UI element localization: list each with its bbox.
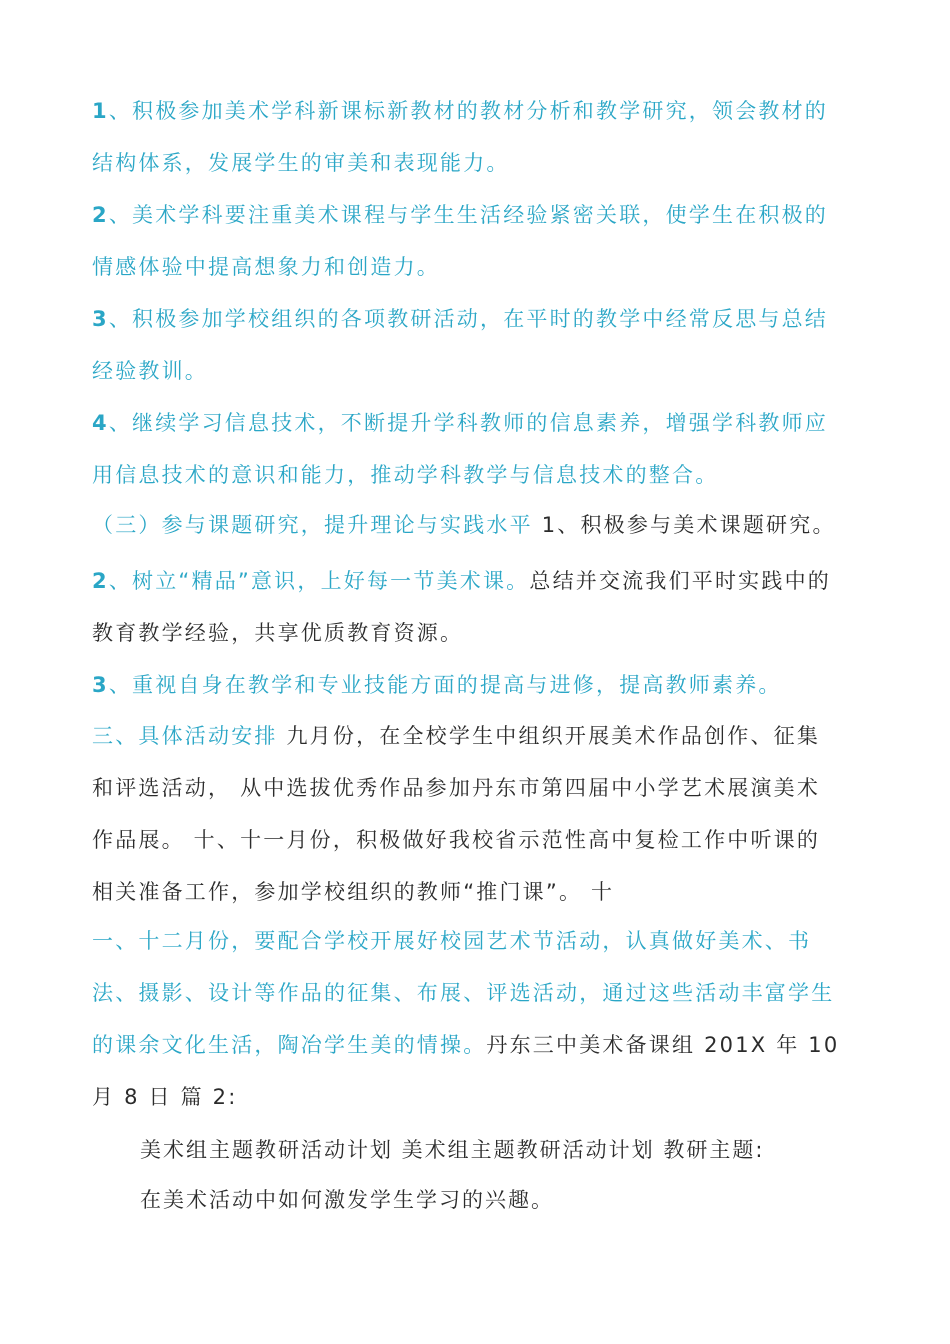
date-text: 月 8 日 篇 2:: [92, 1085, 238, 1109]
item-4: [92, 397, 852, 501]
item-text: 、重视自身在教学和专业技能方面的提高与进修，提高教师素养。: [108, 673, 782, 697]
section-3: [92, 499, 852, 551]
item-number: 3: [92, 673, 109, 697]
section-heading: （三）参与课题研究，提升理论与实践水平: [92, 513, 533, 537]
item-text: 情感体验中提高想象力和创造力。: [92, 255, 440, 279]
item-number: 1: [92, 99, 109, 123]
item-number: 2: [92, 569, 109, 593]
item-3: [92, 293, 852, 397]
december-text: 法、摄影、设计等作品的征集、布展、评选活动，通过这些活动丰富学生: [92, 981, 835, 1005]
activities-text: 作品展。 十、十一月份，积极做好我校省示范性高中复检工作中听课的: [92, 828, 821, 852]
item-text: 、美术学科要注重美术课程与学生生活经验紧密关联，使学生在积极的: [108, 203, 829, 227]
item-text: 、积极参加学校组织的各项教研活动，在平时的教学中经常反思与总结: [108, 307, 829, 331]
item-text: 总结并交流我们平时实践中的: [529, 569, 831, 593]
item-number: 3: [92, 307, 109, 331]
activities-text: 相关准备工作，参加学校组织的教师“推门课”。 十: [92, 880, 615, 904]
december-text: 一、十二月份，要配合学校开展好校园艺术节活动，认真做好美术、书: [92, 929, 812, 953]
item-1: [92, 85, 852, 189]
item-text: 教育教学经验，共享优质教育资源。: [92, 621, 464, 645]
part2-line1: 美术组主题教研活动计划 美术组主题教研活动计划 教研主题:: [140, 1138, 765, 1162]
item-number: 4: [92, 411, 109, 435]
item-text: 、积极参加美术学科新课标新教材的教材分析和教学研究，领会教材的: [108, 99, 829, 123]
item-3b: [92, 659, 852, 711]
item-2b: [92, 555, 852, 659]
item-number: 2: [92, 203, 109, 227]
activities: [92, 710, 852, 918]
section-text: 1、积极参与美术课题研究。: [532, 513, 836, 537]
december: [92, 915, 852, 1123]
item-2: [92, 189, 852, 293]
activities-text: 九月份，在全校学生中组织开展美术作品创作、征集: [277, 724, 821, 748]
december-text: 的课余文化生活，陶冶学生美的情操。: [92, 1033, 487, 1057]
item-text: 经验教训。: [92, 359, 208, 383]
item-text: 、继续学习信息技术，不断提升学科教师的信息素养，增强学科教师应: [108, 411, 829, 435]
item-text: 、树立“精品”意识，上好每一节美术课。: [108, 569, 530, 593]
item-text: 结构体系，发展学生的审美和表现能力。: [92, 151, 510, 175]
activities-text: 和评选活动， 从中选拔优秀作品参加丹东市第四届中小学艺术展演美术: [92, 776, 821, 800]
item-text: 用信息技术的意识和能力，推动学科教学与信息技术的整合。: [92, 463, 719, 487]
activities-heading: 三、具体活动安排: [92, 724, 278, 748]
part2-line2: 在美术活动中如何激发学生学习的兴趣。: [140, 1188, 554, 1212]
signature-text: 丹东三中美术备课组 201X 年 10: [486, 1033, 840, 1057]
